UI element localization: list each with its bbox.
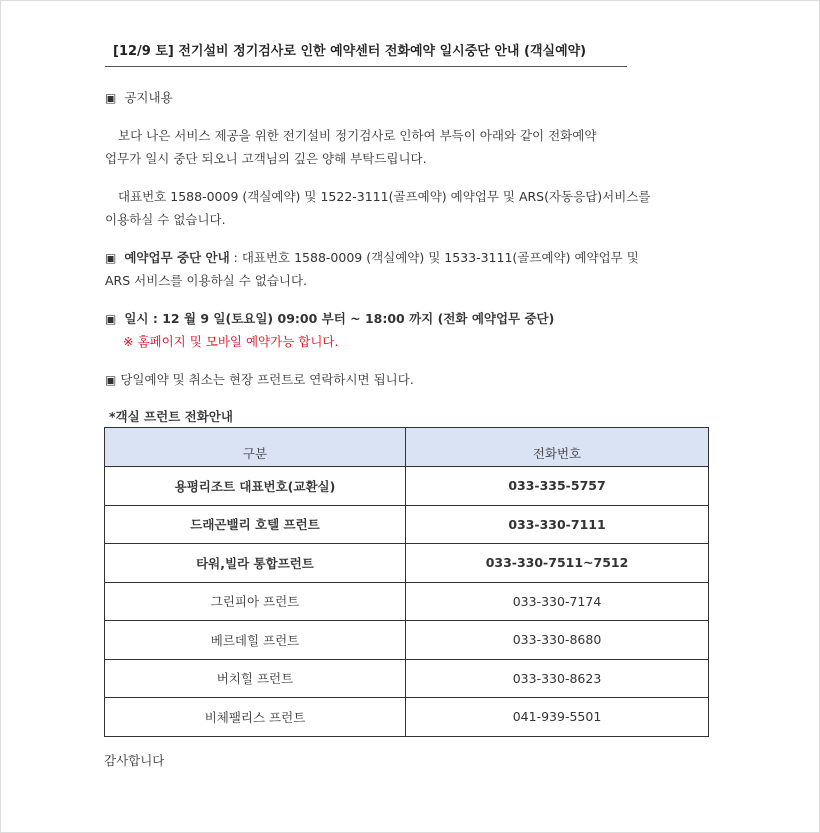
location-name: 베르데힐 프런트 (105, 621, 406, 660)
sameday-note: 당일예약 및 취소는 현장 프런트로 연락하시면 됩니다. (120, 372, 414, 387)
homepage-note: ※ 홈페이지 및 모바일 예약가능 합니다. (123, 334, 339, 349)
location-name: 용평리조트 대표번호(교환실) (105, 467, 406, 506)
notice-title: [12/9 토] 전기설비 정기검사로 인한 예약센터 전화예약 일시중단 안내 (객실예약) (113, 44, 587, 59)
suspend-text: : 대표번호 1588-0009 (객실예약) 및 1533-3111(골프예약) 예약업무 및 (233, 250, 639, 265)
table-row (105, 582, 709, 621)
square-marker-icon: ▣ (105, 91, 117, 105)
paragraph-2-line-1: 대표번호 1588-0009 (객실예약) 및 1522-3111(골프예약) 예약업무 및 ARS(자동응답)서비스를 (118, 189, 651, 204)
location-name: 그린피아 프런트 (105, 582, 406, 621)
sameday-note-line (105, 370, 414, 388)
suspend-label: 예약업무 중단 안내 (124, 250, 230, 265)
square-marker-icon: ▣ (105, 373, 117, 387)
table-row (105, 659, 709, 698)
location-name: 버치힐 프런트 (105, 659, 406, 698)
location-name: 비체팰리스 프런트 (105, 698, 406, 737)
section-heading (105, 88, 173, 106)
section-label: 공지내용 (124, 90, 173, 105)
suspend-notice-line-1 (105, 248, 639, 266)
table-title: *객실 프런트 전화안내 (109, 409, 233, 424)
paragraph-1-line-2: 업무가 일시 중단 되오니 고객님의 깊은 양해 부탁드립니다. (105, 151, 427, 166)
paragraph-1-line-1: 보다 나은 서비스 제공을 위한 전기설비 정기검사로 인하여 부득이 아래와 같이 전화예약 (118, 128, 597, 143)
phone-number: 033-330-7174 (406, 582, 709, 621)
schedule-text: 일시 : 12 월 9 일(토요일) 09:00 부터 ~ 18:00 까지 (전화 예약업무 중단) (124, 311, 555, 326)
closing-text: 감사합니다 (104, 753, 165, 768)
header-phone: 전화번호 (406, 428, 709, 467)
phone-number: 033-335-5757 (406, 467, 709, 506)
schedule-line (105, 309, 554, 327)
table-row (105, 698, 709, 737)
header-category: 구분 (105, 428, 406, 467)
table-row (105, 467, 709, 506)
table-row (105, 621, 709, 660)
location-name: 드래곤밸리 호텔 프런트 (105, 505, 406, 544)
front-desk-phone-table (104, 427, 709, 737)
location-name: 타워,빌라 통합프런트 (105, 544, 406, 583)
phone-number: 033-330-8680 (406, 621, 709, 660)
table-row (105, 505, 709, 544)
phone-number: 033-330-7111 (406, 505, 709, 544)
square-marker-icon: ▣ (105, 312, 117, 326)
paragraph-2-line-2: 이용하실 수 없습니다. (105, 212, 226, 227)
table-row (105, 544, 709, 583)
square-marker-icon: ▣ (105, 251, 117, 265)
phone-number: 041-939-5501 (406, 698, 709, 737)
title-underline (105, 66, 627, 67)
phone-number: 033-330-8623 (406, 659, 709, 698)
suspend-notice-line-2: ARS 서비스를 이용하실 수 없습니다. (105, 273, 308, 288)
table-header-row (105, 428, 709, 467)
phone-number: 033-330-7511~7512 (406, 544, 709, 583)
